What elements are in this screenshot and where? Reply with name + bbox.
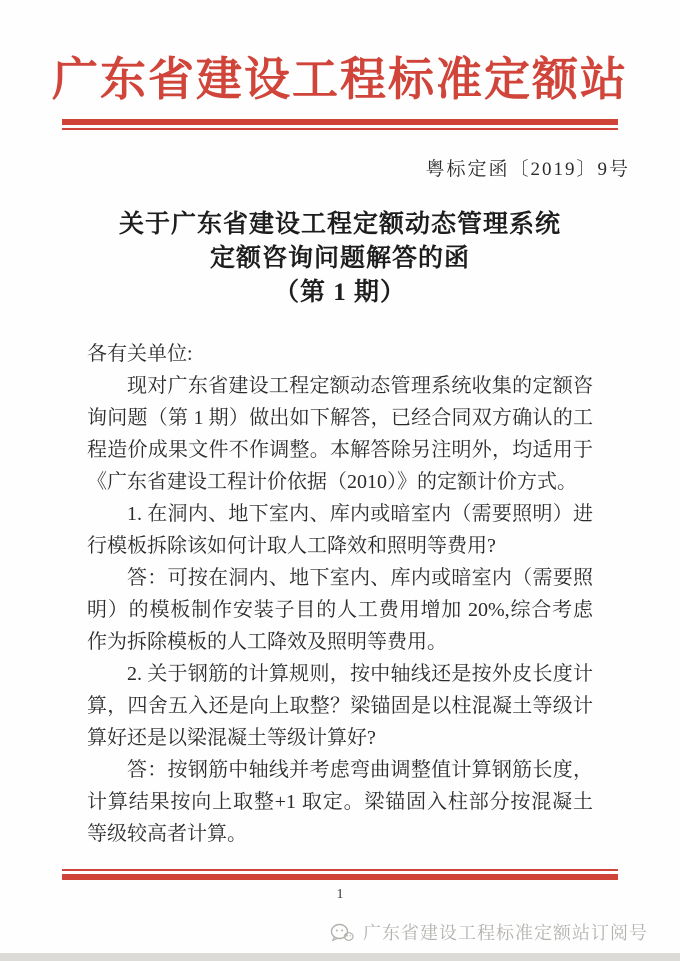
page-number: 1	[336, 887, 344, 902]
letter-body	[87, 338, 593, 850]
wechat-account-row	[0, 921, 680, 945]
paragraph-question-2: 2. 关于钢筋的计算规则，按中轴线还是按外皮长度计算，四舍五入还是向上取整？梁锚固是以柱混凝土等级计算好还是以梁混凝土等级计算好?	[87, 663, 593, 749]
wechat-account-label: 广东省建设工程标准定额站订阅号	[363, 923, 648, 943]
page-footer	[0, 869, 680, 961]
header-rule	[62, 119, 618, 130]
masthead-title: 广东省建设工程标准定额站	[52, 54, 628, 105]
salutation: 各有关单位:	[87, 343, 193, 365]
wechat-icon	[330, 923, 364, 943]
letter-title	[0, 208, 680, 310]
footer-rule-thick	[62, 874, 618, 880]
paragraph-question-1: 1. 在洞内、地下室内、库内或暗室内（需要照明）进行模板拆除该如何计取人工降效和照明等费用?	[87, 503, 593, 557]
letter-title-line-3: （第 1 期）	[273, 279, 406, 306]
paragraph-answer-2: 答：按钢筋中轴线并考虑弯曲调整值计算钢筋长度，计算结果按向上取整+1 取定。梁锚固入柱部分按混凝土等级较高者计算。	[87, 759, 593, 845]
letter-title-line-1: 关于广东省建设工程定额动态管理系统	[118, 211, 561, 238]
paragraph-intro: 现对广东省建设工程定额动态管理系统收集的定额咨询问题（第 1 期）做出如下解答，已经合同双方确认的工程造价成果文件不作调整。本解答除另注明外，均适用于《广东省建设工程计价依据（2010）》的定额计价方式。	[87, 375, 593, 493]
scan-edge-strip	[0, 953, 680, 961]
doc-number: 粤标定函〔2019〕9号	[425, 159, 630, 180]
header-rule-thin	[62, 128, 618, 130]
paragraph-answer-1: 答：可按在洞内、地下室内、库内或暗室内（需要照明）的模板制作安装子目的人工费用增加 20%,综合考虑作为拆除模板的人工降效及照明等费用。	[87, 567, 593, 653]
footer-rule	[62, 869, 618, 880]
letter-title-line-2: 定额咨询问题解答的函	[209, 245, 470, 272]
